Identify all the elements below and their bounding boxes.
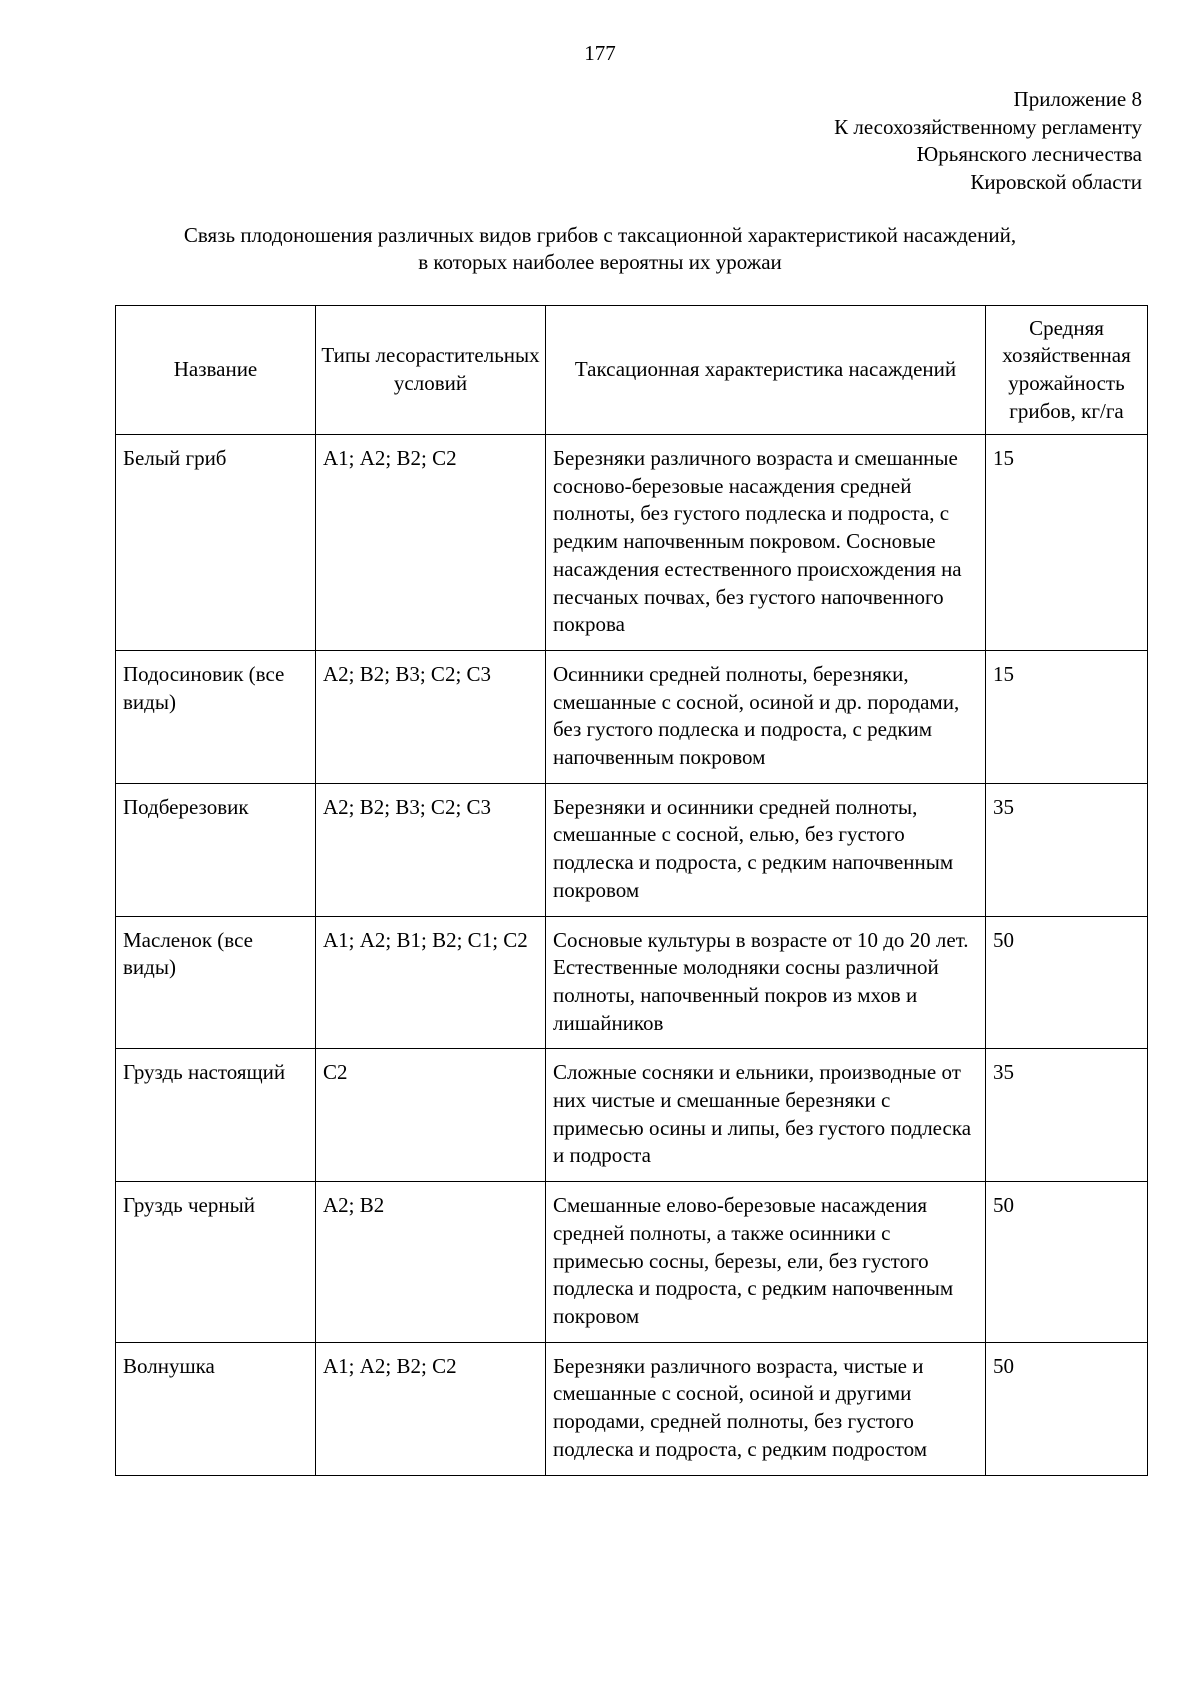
cell-types: А1; А2; В2; С2 — [316, 1342, 546, 1475]
cell-yield: 35 — [986, 1049, 1148, 1182]
header-yield: Средняя хозяйственная урожайность грибов, кг/га — [986, 306, 1148, 435]
table-row — [116, 1342, 1148, 1475]
cell-yield: 50 — [986, 1342, 1148, 1475]
cell-types: А1; А2; В1; В2; С1; С2 — [316, 916, 546, 1049]
appendix-reference — [834, 86, 1142, 196]
cell-yield: 15 — [986, 650, 1148, 783]
cell-types: А1; А2; В2; С2 — [316, 435, 546, 651]
cell-description: Сложные сосняки и ельники, производные от них чистые и смешанные березняки с примесью осины и липы, без густого подлеска и подроста — [546, 1049, 986, 1182]
document-title-line: в которых наиболее вероятны их урожаи — [418, 250, 782, 274]
cell-name: Масленок (все виды) — [116, 916, 316, 1049]
table-row — [116, 435, 1148, 651]
cell-name: Груздь черный — [116, 1182, 316, 1343]
header-forest-types: Типы лесорастительных условий — [316, 306, 546, 435]
cell-description: Березняки различного возраста и смешанные сосново-березовые насаждения средней полноты, без густого подлеска и подроста, с редким напочвенным покровом. Сосновые насаждения естественного происхождения на песчаных почвах, без густого напочвенного покрова — [546, 435, 986, 651]
cell-description: Смешанные елово-березовые насаждения средней полноты, а также осинники с примесью сосны, березы, ели, без густого подлеска и подроста, с редким напочвенным покровом — [546, 1182, 986, 1343]
cell-yield: 50 — [986, 916, 1148, 1049]
table-row — [116, 916, 1148, 1049]
cell-types: А2; В2 — [316, 1182, 546, 1343]
cell-types: С2 — [316, 1049, 546, 1182]
table-row — [116, 1049, 1148, 1182]
cell-description: Осинники средней полноты, березняки, смешанные с сосной, осиной и др. породами, без густого подлеска и подроста, с редким напочвенным покровом — [546, 650, 986, 783]
appendix-line: Приложение 8 — [1013, 87, 1142, 111]
mushroom-yield-table — [115, 305, 1148, 1476]
cell-name: Подосиновик (все виды) — [116, 650, 316, 783]
table-row — [116, 783, 1148, 916]
cell-yield: 15 — [986, 435, 1148, 651]
cell-yield: 50 — [986, 1182, 1148, 1343]
cell-description: Березняки различного возраста, чистые и смешанные с сосной, осиной и другими породами, средней полноты, без густого подлеска и подроста, с редким подростом — [546, 1342, 986, 1475]
document-title-line: Связь плодоношения различных видов грибов с таксационной характеристикой насаждений, — [183, 223, 1017, 247]
cell-types: А2; В2; В3; С2; С3 — [316, 783, 546, 916]
table-row — [116, 650, 1148, 783]
cell-name: Подберезовик — [116, 783, 316, 916]
table-row — [116, 1182, 1148, 1343]
table-header-row — [116, 306, 1148, 435]
cell-description: Сосновые культуры в возрасте от 10 до 20 лет. Естественные молодняки сосны различной полноты, напочвенный покров из мхов и лишайников — [546, 916, 986, 1049]
appendix-line: Кировской области — [970, 169, 1142, 194]
cell-name: Волнушка — [116, 1342, 316, 1475]
appendix-line: К лесохозяйственному регламенту — [834, 114, 1142, 139]
cell-yield: 35 — [986, 783, 1148, 916]
appendix-line: Юрьянского лесничества — [916, 142, 1142, 166]
header-name: Название — [116, 306, 316, 435]
cell-description: Березняки и осинники средней полноты, смешанные с сосной, елью, без густого подлеска и подроста, с редким напочвенным покровом — [546, 783, 986, 916]
page-number: 177 — [584, 41, 616, 65]
cell-name: Белый гриб — [116, 435, 316, 651]
cell-types: А2; В2; В3; С2; С3 — [316, 650, 546, 783]
header-characteristics: Таксационная характеристика насаждений — [546, 306, 986, 435]
document-title — [0, 222, 1200, 276]
cell-name: Груздь настоящий — [116, 1049, 316, 1182]
